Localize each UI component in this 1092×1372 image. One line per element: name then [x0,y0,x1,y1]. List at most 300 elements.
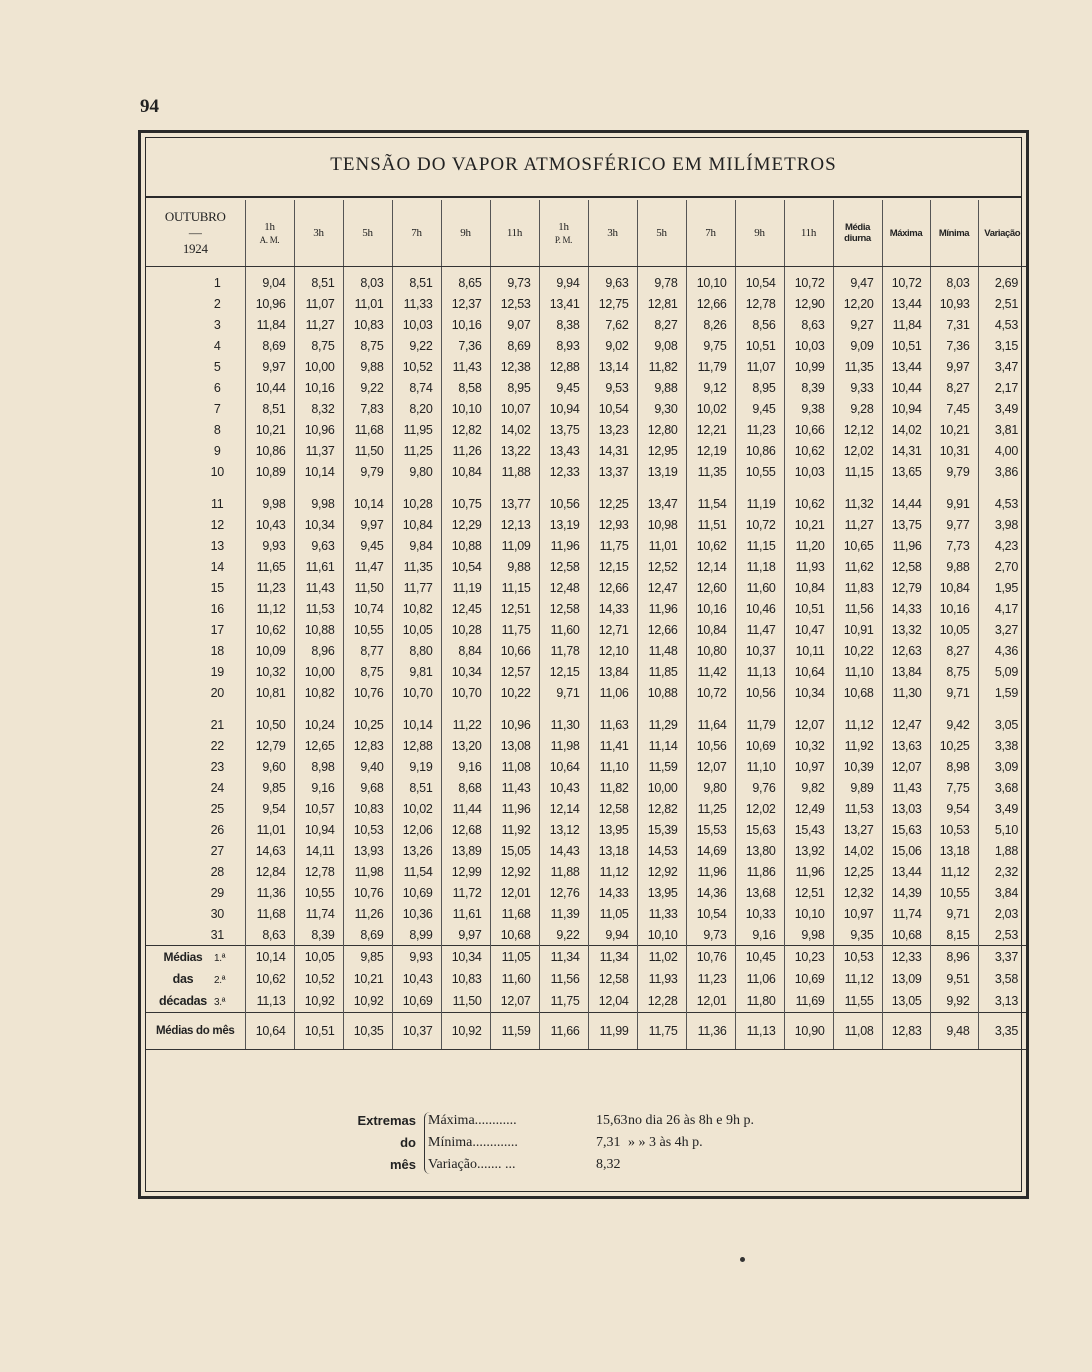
value-cell: 13,92 [784,840,833,861]
decade-value-cell: 9,85 [343,946,392,969]
table-row [146,682,1026,703]
value-cell: 9,91 [930,493,978,514]
value-cell: 11,82 [588,777,637,798]
value-cell: 8,38 [539,314,588,335]
value-cell: 12,83 [343,735,392,756]
value-cell: 11,10 [833,661,882,682]
value-cell: 11,23 [245,577,294,598]
spacer-cell [686,703,735,714]
value-cell: 11,01 [245,819,294,840]
spacer-cell [735,703,784,714]
decade-value-cell: 12,33 [882,946,930,969]
decade-label-cell [146,990,245,1013]
value-cell: 9,38 [784,398,833,419]
value-cell: 12,66 [686,293,735,314]
decade-group-label: décadas [159,994,207,1008]
month-header [146,200,245,267]
value-cell: 11,51 [686,514,735,535]
value-cell: 8,75 [930,661,978,682]
value-cell: 13,22 [490,440,539,461]
value-cell: 13,20 [441,735,490,756]
value-cell: 9,78 [637,267,686,294]
decade-value-cell: 11,05 [490,946,539,969]
value-cell: 9,97 [343,514,392,535]
value-cell: 12,88 [392,735,441,756]
hour-header-3 [392,200,441,267]
day-cell: 27 [210,843,224,858]
decade-value-cell: 12,07 [490,990,539,1013]
value-cell: 12,52 [637,556,686,577]
value-cell: 10,51 [784,598,833,619]
value-cell: 8,63 [245,924,294,946]
value-cell: 8,69 [490,335,539,356]
value-cell: 10,93 [930,293,978,314]
day-cell: 18 [210,643,224,658]
decade-value-cell: 11,06 [735,968,784,990]
value-cell: 8,56 [735,314,784,335]
hour-label: 3h [313,227,324,239]
value-cell: 10,24 [294,714,343,735]
spacer-cell [294,482,343,493]
value-cell: 12,88 [539,356,588,377]
value-cell: 10,91 [833,619,882,640]
hour-label: 3h [607,227,618,239]
media-diurna-header [833,200,882,267]
value-cell: 14,36 [686,882,735,903]
value-cell: 8,26 [686,314,735,335]
value-cell: 11,75 [588,535,637,556]
value-cell: 9,98 [784,924,833,946]
value-cell: 7,45 [930,398,978,419]
value-cell: 3,47 [978,356,1026,377]
value-cell: 10,94 [539,398,588,419]
value-cell: 15,63 [882,819,930,840]
day-cell: 4 [213,338,221,353]
value-cell: 11,54 [392,861,441,882]
title-divider [146,196,1021,198]
value-cell: 14,63 [245,840,294,861]
value-cell: 9,79 [930,461,978,482]
value-cell: 11,96 [637,598,686,619]
value-cell: 10,10 [686,267,735,294]
value-cell: 12,53 [490,293,539,314]
decade-spacer [146,703,1026,714]
hour-header-8 [637,200,686,267]
value-cell: 9,09 [833,335,882,356]
value-cell: 10,84 [686,619,735,640]
value-cell: 11,68 [490,903,539,924]
value-cell: 11,85 [637,661,686,682]
day-cell: 28 [210,864,224,879]
table-row [146,903,1026,924]
decade-value-cell: 11,55 [833,990,882,1013]
spacer-cell [833,482,882,493]
value-cell: 8,68 [441,777,490,798]
value-cell: 7,75 [930,777,978,798]
value-cell: 12,65 [294,735,343,756]
value-cell: 9,71 [539,682,588,703]
value-cell: 12,58 [882,556,930,577]
value-cell: 11,18 [735,556,784,577]
value-cell: 15,05 [490,840,539,861]
value-cell: 10,07 [490,398,539,419]
value-cell: 12,12 [833,419,882,440]
value-cell: 9,88 [343,356,392,377]
value-cell: 8,39 [294,924,343,946]
value-cell: 9,54 [245,798,294,819]
value-cell: 12,19 [686,440,735,461]
month-mean-value: 11,66 [539,1013,588,1050]
decade-value-cell: 11,50 [441,990,490,1013]
value-cell: 15,06 [882,840,930,861]
value-cell: 9,40 [343,756,392,777]
value-cell: 8,39 [784,377,833,398]
value-cell: 11,30 [539,714,588,735]
table-row [146,840,1026,861]
value-cell: 14,02 [490,419,539,440]
day-cell: 15 [210,580,224,595]
value-cell: 10,72 [686,682,735,703]
value-cell: 10,72 [784,267,833,294]
value-cell: 5,09 [978,661,1026,682]
value-cell: 13,32 [882,619,930,640]
value-cell: 10,86 [735,440,784,461]
value-cell: 10,84 [392,514,441,535]
hour-header-2 [343,200,392,267]
value-cell: 10,46 [735,598,784,619]
value-cell: 10,74 [343,598,392,619]
decade-value-cell: 10,14 [245,946,294,969]
value-cell: 11,60 [735,577,784,598]
value-cell: 12,95 [637,440,686,461]
value-cell: 13,47 [637,493,686,514]
value-cell: 13,03 [882,798,930,819]
value-cell: 1,59 [978,682,1026,703]
value-cell: 11,25 [392,440,441,461]
value-cell: 10,37 [735,640,784,661]
value-cell: 11,12 [833,714,882,735]
value-cell: 10,33 [735,903,784,924]
value-cell: 10,00 [294,356,343,377]
table-body [146,267,1026,1050]
value-cell: 10,44 [245,377,294,398]
table-row [146,661,1026,682]
table-row [146,493,1026,514]
value-cell: 2,32 [978,861,1026,882]
value-cell: 11,68 [343,419,392,440]
value-cell: 8,98 [930,756,978,777]
value-cell: 10,72 [882,267,930,294]
value-cell: 10,16 [930,598,978,619]
day-cell: 7 [213,401,221,416]
value-cell: 11,75 [490,619,539,640]
value-cell: 14,33 [588,598,637,619]
table-inner-frame [145,137,1022,1192]
value-cell: 7,83 [343,398,392,419]
decade-value-cell: 11,60 [490,968,539,990]
hour-header-10 [735,200,784,267]
value-cell: 11,96 [882,535,930,556]
decade-value-cell: 11,13 [245,990,294,1013]
value-cell: 9,98 [294,493,343,514]
month-mean-value: 10,92 [441,1013,490,1050]
value-cell: 10,21 [784,514,833,535]
value-cell: 12,25 [833,861,882,882]
value-cell: 11,25 [686,798,735,819]
value-cell: 9,80 [686,777,735,798]
value-cell: 11,43 [882,777,930,798]
value-cell: 10,03 [784,461,833,482]
day-cell: 14 [210,559,224,574]
value-cell: 11,65 [245,556,294,577]
value-cell: 4,23 [978,535,1026,556]
value-cell: 10,97 [833,903,882,924]
value-cell: 10,16 [686,598,735,619]
header-row [146,200,1026,267]
value-cell: 12,80 [637,419,686,440]
value-cell: 10,62 [686,535,735,556]
day-cell: 23 [210,759,224,774]
month-mean-value: 12,83 [882,1013,930,1050]
value-cell: 9,88 [930,556,978,577]
value-cell: 11,13 [735,661,784,682]
value-cell: 10,56 [686,735,735,756]
day-cell: 13 [210,538,224,553]
value-cell: 12,45 [441,598,490,619]
value-cell: 9,88 [637,377,686,398]
value-cell: 11,43 [490,777,539,798]
value-cell: 10,68 [882,924,930,946]
day-cell: 8 [213,422,221,437]
value-cell: 10,82 [392,598,441,619]
value-cell: 9,73 [490,267,539,294]
extremes-label: do [400,1135,416,1150]
decade-number: 2.ª [214,975,226,986]
value-cell: 11,35 [392,556,441,577]
value-cell: 11,43 [441,356,490,377]
value-cell: 10,47 [784,619,833,640]
value-cell: 4,53 [978,493,1026,514]
month-mean-value: 10,64 [245,1013,294,1050]
table-row [146,798,1026,819]
value-cell: 9,12 [686,377,735,398]
value-cell: 8,51 [294,267,343,294]
value-cell: 12,99 [441,861,490,882]
value-cell: 10,03 [784,335,833,356]
value-cell: 10,83 [343,314,392,335]
value-cell: 12,79 [245,735,294,756]
day-cell: 6 [213,380,221,395]
spacer-cell [735,482,784,493]
hour-header-1 [294,200,343,267]
value-cell: 14,39 [882,882,930,903]
decade-value-cell: 10,83 [441,968,490,990]
decade-value-cell: 10,53 [833,946,882,969]
month-dash: — [188,225,202,240]
value-cell: 9,97 [930,356,978,377]
value-cell: 11,19 [735,493,784,514]
hour-period-label: P. M. [554,235,573,245]
value-cell: 11,88 [490,461,539,482]
value-cell: 9,79 [343,461,392,482]
value-cell: 8,95 [735,377,784,398]
value-cell: 12,01 [490,882,539,903]
value-cell: 8,58 [441,377,490,398]
value-cell: 13,93 [343,840,392,861]
value-cell: 13,44 [882,356,930,377]
value-cell: 11,96 [686,861,735,882]
value-cell: 10,80 [686,640,735,661]
value-cell: 11,42 [686,661,735,682]
value-cell: 11,12 [588,861,637,882]
value-cell: 11,92 [490,819,539,840]
decade-mean-row [146,968,1026,990]
value-cell: 14,31 [882,440,930,461]
value-cell: 9,19 [392,756,441,777]
value-cell: 7,62 [588,314,637,335]
table-row [146,714,1026,735]
maxima-header: Máxima [882,200,930,267]
value-cell: 10,96 [294,419,343,440]
value-cell: 10,75 [441,493,490,514]
decade-value-cell: 11,56 [539,968,588,990]
value-cell: 14,33 [882,598,930,619]
value-cell: 7,31 [930,314,978,335]
spacer-cell [392,482,441,493]
value-cell: 12,92 [490,861,539,882]
value-cell: 10,56 [539,493,588,514]
value-cell: 8,32 [294,398,343,419]
value-cell: 11,22 [441,714,490,735]
value-cell: 9,75 [686,335,735,356]
value-cell: 12,58 [539,556,588,577]
month-mean-value: 11,59 [490,1013,539,1050]
value-cell: 11,48 [637,640,686,661]
decade-value-cell: 12,04 [588,990,637,1013]
value-cell: 10,43 [245,514,294,535]
value-cell: 8,75 [343,661,392,682]
value-cell: 12,15 [539,661,588,682]
value-cell: 11,27 [833,514,882,535]
value-cell: 9,16 [735,924,784,946]
value-cell: 11,82 [637,356,686,377]
value-cell: 12,21 [686,419,735,440]
value-cell: 8,63 [784,314,833,335]
day-cell: 25 [210,801,224,816]
hour-header-6 [539,200,588,267]
decade-group-label: das [172,972,194,986]
table-row [146,267,1026,294]
value-cell: 15,53 [686,819,735,840]
value-cell: 10,25 [343,714,392,735]
hour-header-5 [490,200,539,267]
day-cell: 16 [210,601,224,616]
value-cell: 10,54 [686,903,735,924]
value-cell: 11,37 [294,440,343,461]
vapor-tension-table [146,200,1026,1050]
value-cell: 10,21 [245,419,294,440]
decade-value-cell: 10,76 [686,946,735,969]
value-cell: 9,88 [490,556,539,577]
value-cell: 11,01 [343,293,392,314]
value-cell: 10,55 [735,461,784,482]
value-cell: 10,81 [245,682,294,703]
value-cell: 10,02 [686,398,735,419]
value-cell: 3,38 [978,735,1026,756]
spacer-cell [490,482,539,493]
value-cell: 11,12 [930,861,978,882]
decade-value-cell: 11,23 [686,968,735,990]
value-cell: 3,49 [978,398,1026,419]
value-cell: 13,18 [588,840,637,861]
value-cell: 12,07 [882,756,930,777]
value-cell: 10,76 [343,682,392,703]
value-cell: 12,37 [441,293,490,314]
value-cell: 9,42 [930,714,978,735]
value-cell: 12,60 [686,577,735,598]
value-cell: 11,44 [441,798,490,819]
value-cell: 10,94 [882,398,930,419]
decade-mean-row [146,946,1026,969]
month-mean-value: 10,35 [343,1013,392,1050]
value-cell: 13,37 [588,461,637,482]
value-cell: 10,22 [490,682,539,703]
month-mean-value: 10,90 [784,1013,833,1050]
value-cell: 9,04 [245,267,294,294]
value-cell: 13,65 [882,461,930,482]
month-mean-label: Médias do mês [146,1013,245,1050]
value-cell: 14,53 [637,840,686,861]
value-cell: 10,32 [784,735,833,756]
value-cell: 3,09 [978,756,1026,777]
diurna-label: diurna [844,233,871,244]
decade-value-cell: 8,96 [930,946,978,969]
value-cell: 2,51 [978,293,1026,314]
decade-value-cell: 10,52 [294,968,343,990]
value-cell: 9,84 [392,535,441,556]
value-cell: 3,15 [978,335,1026,356]
decade-value-cell: 10,23 [784,946,833,969]
decade-value-cell: 10,69 [392,990,441,1013]
value-cell: 12,07 [686,756,735,777]
value-cell: 11,86 [735,861,784,882]
value-cell: 10,14 [294,461,343,482]
spacer-cell [882,703,930,714]
value-cell: 10,70 [441,682,490,703]
value-cell: 9,77 [930,514,978,535]
value-cell: 8,27 [930,640,978,661]
day-cell: 10 [210,464,224,479]
decade-value-cell: 11,12 [833,968,882,990]
decade-value-cell: 11,93 [637,968,686,990]
table-row [146,882,1026,903]
value-cell: 8,69 [245,335,294,356]
value-cell: 13,23 [588,419,637,440]
value-cell: 14,31 [588,440,637,461]
value-cell: 10,00 [294,661,343,682]
value-cell: 11,27 [294,314,343,335]
value-cell: 10,66 [490,640,539,661]
table-row [146,819,1026,840]
value-cell: 11,15 [833,461,882,482]
value-cell: 8,80 [392,640,441,661]
value-cell: 4,00 [978,440,1026,461]
value-cell: 13,84 [882,661,930,682]
month-mean-value: 11,36 [686,1013,735,1050]
value-cell: 8,75 [343,335,392,356]
value-cell: 13,12 [539,819,588,840]
value-cell: 10,16 [441,314,490,335]
